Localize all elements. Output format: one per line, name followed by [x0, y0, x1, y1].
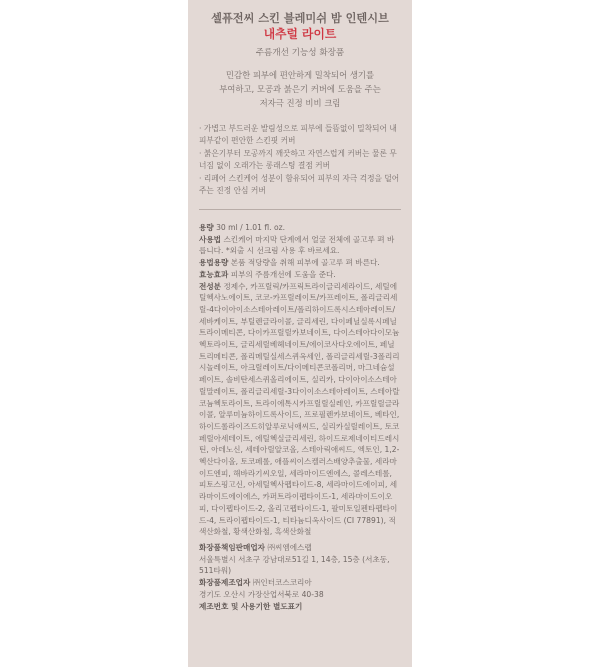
lot-expiry-note: 제조번호 및 사용기한 별도표기 — [199, 601, 303, 611]
usage-value: 스킨케어 마지막 단계에서 얼굴 전체에 골고루 펴 바릅니다. *외출 시 선크림 사용 후 바르세요. — [199, 234, 395, 256]
description-line: 저자극 진정 비비 크림 — [259, 98, 341, 108]
seller-label: 화장품책임판매업자 — [199, 542, 266, 552]
feature-item: · 가볍고 부드러운 발림성으로 피부에 들뜸없이 밀착되어 내 피부같이 편안한 스킨핏 커버 — [199, 124, 397, 145]
ingredients-label: 전성분 — [199, 281, 222, 291]
usage-label: 사용법 — [199, 234, 222, 244]
product-category: 주름개선 기능성 화장품 — [255, 48, 345, 58]
ingredients-value: 정제수, 카프릴릭/카프릭트라이글리세라이드, 세틸에틸헥사노에이트, 코코-카프릴레이트/카프레이트, 폴리글리세릴-4다이아이소스테아레이트/폴리하이드록시스테아레이트/세바케이트, 부틸렌글라이콜, 글리세린, 다이페닐실록시페닐트라이메티콘, 다이카프릴릴카보네이트, 다이스테아다이모늄헥토라이트, 글리세릴베헤네이트/에이코사다오에이트, 페닐트리메티콘, 폴리메틸실세스퀴옥세인, 폴리글리세릴-3폴리리시놀레이트, 아크릴레이트/다이메티콘코폴리머, 마그네슘설페이트, 솔비탄세스퀴올리에이트, 실리카, 다이아이소스테아릴말레이트, 폴리글리세릴-3다이이소스테아레이트, 스테아랄코늄헥토라이트, 트라이에톡시카프릴릴실레인, 카프릴릴글라이콜, 알루미늄하이드록사이드, 프로필렌카보네이트, 베타인, 하이드롤라이즈드히알루로닉애씨드, 실리카실릴레이트, 토코페릴아세테이트, 에틸헥실글리세린, 하이드로제네이티드레시틴, 아데노신, 세테아릴알코올, 스테아릭애씨드, 엑토인, 1,2-헥산다이올, 토코페롤, 애플씨이스켈러스배양추출물, 세라마이드엔피, 해바라기씨오일, 세라마이드엔에스, 콜레스테롤, 피토스핑고신, 아세틸헥사펩타이드-8, 세라마이드에이피, 세라마이드에이에스, 카퍼트라이펩타이드-1, 세라마이드이오피, 다이펩타이드-2, 올리고펩타이드-1, 팔미토일펜타펩타이드-4, 트라이펩타이드-1, 티타늄디옥사이드 (CI 77891), 적색산화철, 황색산화철, 흑색산화철 — [199, 281, 400, 537]
dosage-value: 본품 적당량을 취해 피부에 골고루 펴 바른다. — [230, 258, 380, 268]
volume-label: 용량 — [199, 223, 214, 232]
description-line: 부여하고, 모공과 붉은기 커버에 도움을 주는 — [219, 84, 381, 94]
ingredients-row — [199, 281, 401, 538]
section-divider — [199, 209, 401, 210]
product-shade: 내추럴 라이트 — [263, 27, 337, 41]
product-info — [199, 222, 401, 612]
usage-row — [199, 234, 401, 257]
feature-item: · 리페어 스킨케어 성분이 함유되어 피부의 자극 걱정을 덜어주는 진정 안심 커버 — [199, 174, 400, 195]
feature-item: · 붉은기부터 모공까지 깨끗하고 자연스럽게 커버는 물론 무너짐 없이 오래가는 롱래스팅 결점 커버 — [199, 149, 397, 170]
seller-address: 서울특별시 서초구 강남대로51길 1, 14층, 15층 (서초동, 511타워) — [199, 554, 390, 576]
maker-value: ㈜인터코스코리아 — [252, 578, 312, 588]
seller-value: ㈜씨엠에스랩 — [267, 542, 312, 552]
volume-value: 30 ml / 1.01 fl. oz. — [216, 223, 286, 232]
product-label-panel — [188, 0, 412, 667]
maker-label: 화장품제조업자 — [199, 578, 251, 588]
efficacy-row — [199, 269, 401, 281]
description-line: 민감한 피부에 편안하게 밀착되어 생기를 — [225, 70, 375, 80]
maker-row — [199, 577, 401, 589]
product-title: 셀퓨전씨 스킨 블레미쉬 밤 인텐시브 — [211, 12, 389, 25]
dosage-label: 용법용량 — [199, 258, 229, 268]
feature-list — [199, 123, 401, 196]
product-description — [199, 68, 401, 110]
seller-row — [199, 542, 401, 554]
maker-address: 경기도 오산시 가장산업서북로 40-38 — [199, 589, 324, 599]
dosage-row — [199, 257, 401, 269]
label-header — [199, 12, 401, 110]
efficacy-label: 효능효과 — [199, 269, 229, 279]
efficacy-value: 피부의 주름개선에 도움을 준다. — [230, 269, 336, 279]
volume-row — [199, 222, 401, 234]
